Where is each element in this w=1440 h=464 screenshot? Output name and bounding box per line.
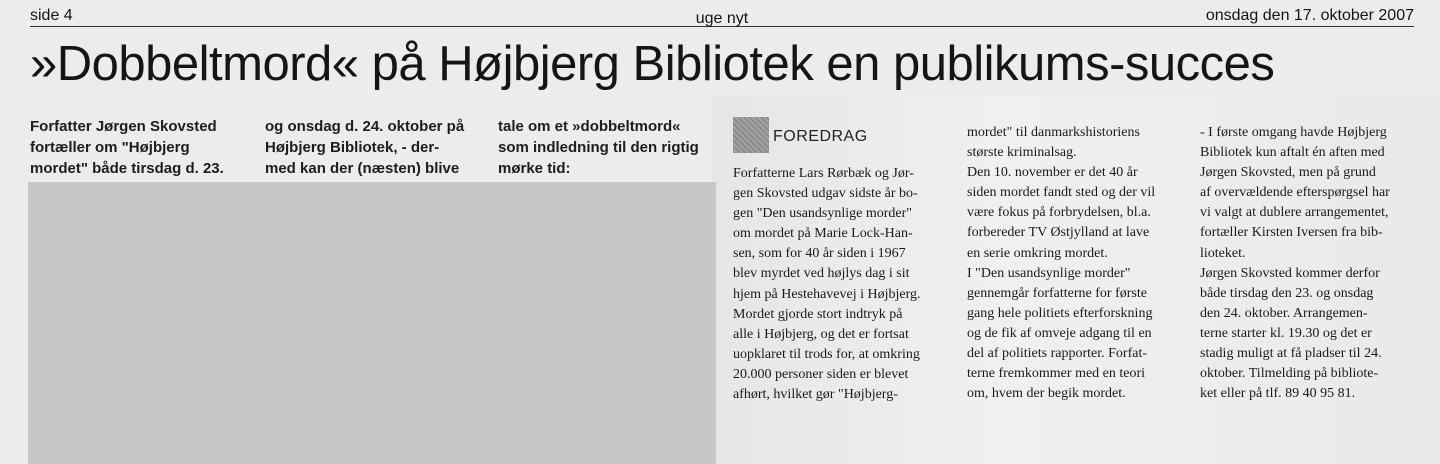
body-line: største kriminalsag.	[967, 145, 1077, 161]
lead-line: Højbjerg Bibliotek, - der-	[265, 139, 440, 156]
body-line: terne starter kl. 19.30 og det er	[1200, 325, 1372, 341]
body-line: uopklaret til trods for, at omkring	[733, 346, 920, 362]
body-line: gen Skovsted udgav sidste år bo-	[733, 186, 918, 202]
section-name: uge nyt	[695, 10, 749, 27]
lead-line: tale om et »dobbeltmord«	[498, 118, 681, 135]
lead-column-1	[30, 116, 234, 179]
page-number: side 4	[30, 7, 73, 24]
body-line: blev myrdet ved højlys dag i sit	[733, 266, 910, 282]
article-headline: »Dobbeltmord« på Højbjerg Bibliotek en publikums-succes	[30, 37, 1275, 91]
lead-line: mørke tid:	[498, 160, 571, 177]
body-line: Jørgen Skovsted, men på grund	[1200, 165, 1376, 181]
body-line: afhørt, hvilket gør "Højbjerg-	[733, 387, 898, 403]
body-column-1	[733, 164, 945, 405]
body-column-2	[967, 123, 1177, 404]
photo-placeholder	[28, 182, 716, 464]
body-line: om mordet på Marie Lock-Han-	[733, 226, 913, 242]
body-line: stadig muligt at få pladser til 24.	[1200, 346, 1382, 362]
body-line: mordet" til danmarkshistoriens	[967, 125, 1140, 140]
body-line: alle i Højbjerg, og det er fortsat	[733, 326, 909, 342]
body-line: af overvældende efterspørgsel har	[1200, 185, 1390, 201]
body-column-3	[1200, 123, 1412, 404]
body-line: forbereder TV Østjylland at lave	[967, 225, 1150, 241]
body-line: terne fremkommer med en teori	[967, 366, 1146, 382]
lead-line: som indledning til den rigtig	[498, 139, 699, 156]
body-line: både tirsdag den 23. og onsdag	[1200, 285, 1374, 301]
body-line: gang hele politiets efterforskning	[967, 305, 1153, 321]
body-line: hjem på Hestehavevej i Højbjerg.	[733, 286, 921, 302]
body-line: gen "Den usandsynlige morder"	[733, 206, 912, 222]
lead-line: mordet" både tirsdag d. 23.	[30, 160, 224, 177]
body-line: lioteket.	[1200, 245, 1246, 261]
body-line: 20.000 personer siden er blevet	[733, 366, 909, 382]
body-line: vi valgt at dublere arrangementet,	[1200, 205, 1389, 221]
lead-line: fortæller om "Højbjerg	[30, 139, 190, 156]
lead-line: og onsdag d. 24. oktober på	[265, 118, 465, 135]
lead-column-2	[265, 116, 469, 179]
section-marker-icon	[733, 117, 769, 153]
body-line: være fokus på forbrydelsen, bl.a.	[967, 205, 1151, 221]
body-line: Jørgen Skovsted kommer derfor	[1200, 265, 1380, 281]
body-line: Forfatterne Lars Rørbæk og Jør-	[733, 166, 914, 181]
body-line: om, hvem der begik mordet.	[967, 386, 1126, 402]
body-line: gennemgår forfatterne for første	[967, 285, 1147, 301]
body-line: en serie omkring mordet.	[967, 245, 1108, 261]
body-line: oktober. Tilmelding på bibliote-	[1200, 366, 1379, 382]
body-line: ket eller på tlf. 89 40 95 81.	[1200, 386, 1356, 402]
body-line: sen, som for 40 år siden i 1967	[733, 246, 906, 262]
body-line: I "Den usandsynlige morder"	[967, 265, 1131, 281]
body-line: del af politiets rapporter. Forfat-	[967, 346, 1147, 362]
lead-line: med kan der (næsten) blive	[265, 160, 460, 177]
section-label	[733, 117, 933, 153]
body-line: Mordet gjorde stort indtryk på	[733, 306, 903, 322]
body-line: fortæller Kirsten Iversen fra bib-	[1200, 225, 1383, 241]
lead-column-3	[498, 116, 712, 179]
body-line: - I første omgang havde Højbjerg	[1200, 125, 1387, 140]
body-line: og de fik af omveje adgang til en	[967, 325, 1152, 341]
lead-line: Forfatter Jørgen Skovsted	[30, 118, 217, 135]
body-line: den 24. oktober. Arrangemen-	[1200, 305, 1368, 321]
body-line: Bibliotek kun aftalt én aften med	[1200, 145, 1385, 161]
page-header	[30, 4, 1414, 27]
section-label-text: FOREDRAG	[773, 128, 868, 145]
body-line: siden mordet fandt sted og der vil	[967, 185, 1156, 201]
issue-date: onsdag den 17. oktober 2007	[1205, 7, 1414, 24]
body-line: Den 10. november er det 40 år	[967, 165, 1138, 181]
